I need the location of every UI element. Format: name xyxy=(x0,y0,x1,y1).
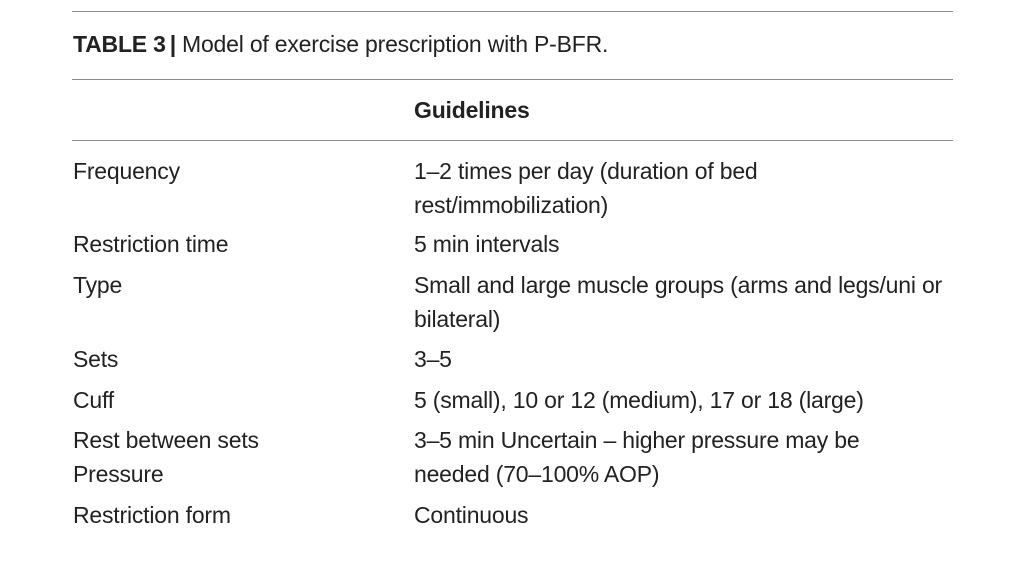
row-cuff-parameter: Cuff xyxy=(73,387,114,413)
table-caption xyxy=(73,28,608,60)
row-sets-parameter: Sets xyxy=(73,346,119,372)
row-restriction-form-parameter: Restriction form xyxy=(73,502,231,528)
row-restriction-time-guideline: 5 min intervals xyxy=(414,231,560,257)
row-frequency-guideline: 1–2 times per day (duration of bed rest/immobilization) xyxy=(414,158,758,218)
row-restriction-time-parameter: Restriction time xyxy=(73,231,229,257)
caption-rule xyxy=(72,79,953,80)
row-pressure-parameter: Pressure xyxy=(73,461,164,487)
caption-separator: | xyxy=(169,31,176,57)
row-sets-guideline: 3–5 xyxy=(414,346,452,372)
row-frequency-parameter: Frequency xyxy=(73,158,180,184)
table-title: Model of exercise prescription with P-BFR. xyxy=(181,31,609,57)
row-rest-between-sets-parameter: Rest between sets xyxy=(73,427,259,453)
row-type-parameter: Type xyxy=(73,272,123,298)
column-header-guidelines: Guidelines xyxy=(414,97,530,123)
row-pressure-guideline: needed (70–100% AOP) xyxy=(414,461,660,487)
header-rule xyxy=(72,140,953,141)
row-rest-between-sets-guideline: 3–5 min Uncertain – higher pressure may be xyxy=(414,427,860,453)
row-type-guideline: Small and large muscle groups (arms and legs/uni or bilateral) xyxy=(414,272,942,332)
row-restriction-form-guideline: Continuous xyxy=(414,502,529,528)
table-label: TABLE 3 xyxy=(73,31,166,57)
top-rule xyxy=(72,11,953,12)
row-cuff-guideline: 5 (small), 10 or 12 (medium), 17 or 18 (large) xyxy=(414,387,864,413)
